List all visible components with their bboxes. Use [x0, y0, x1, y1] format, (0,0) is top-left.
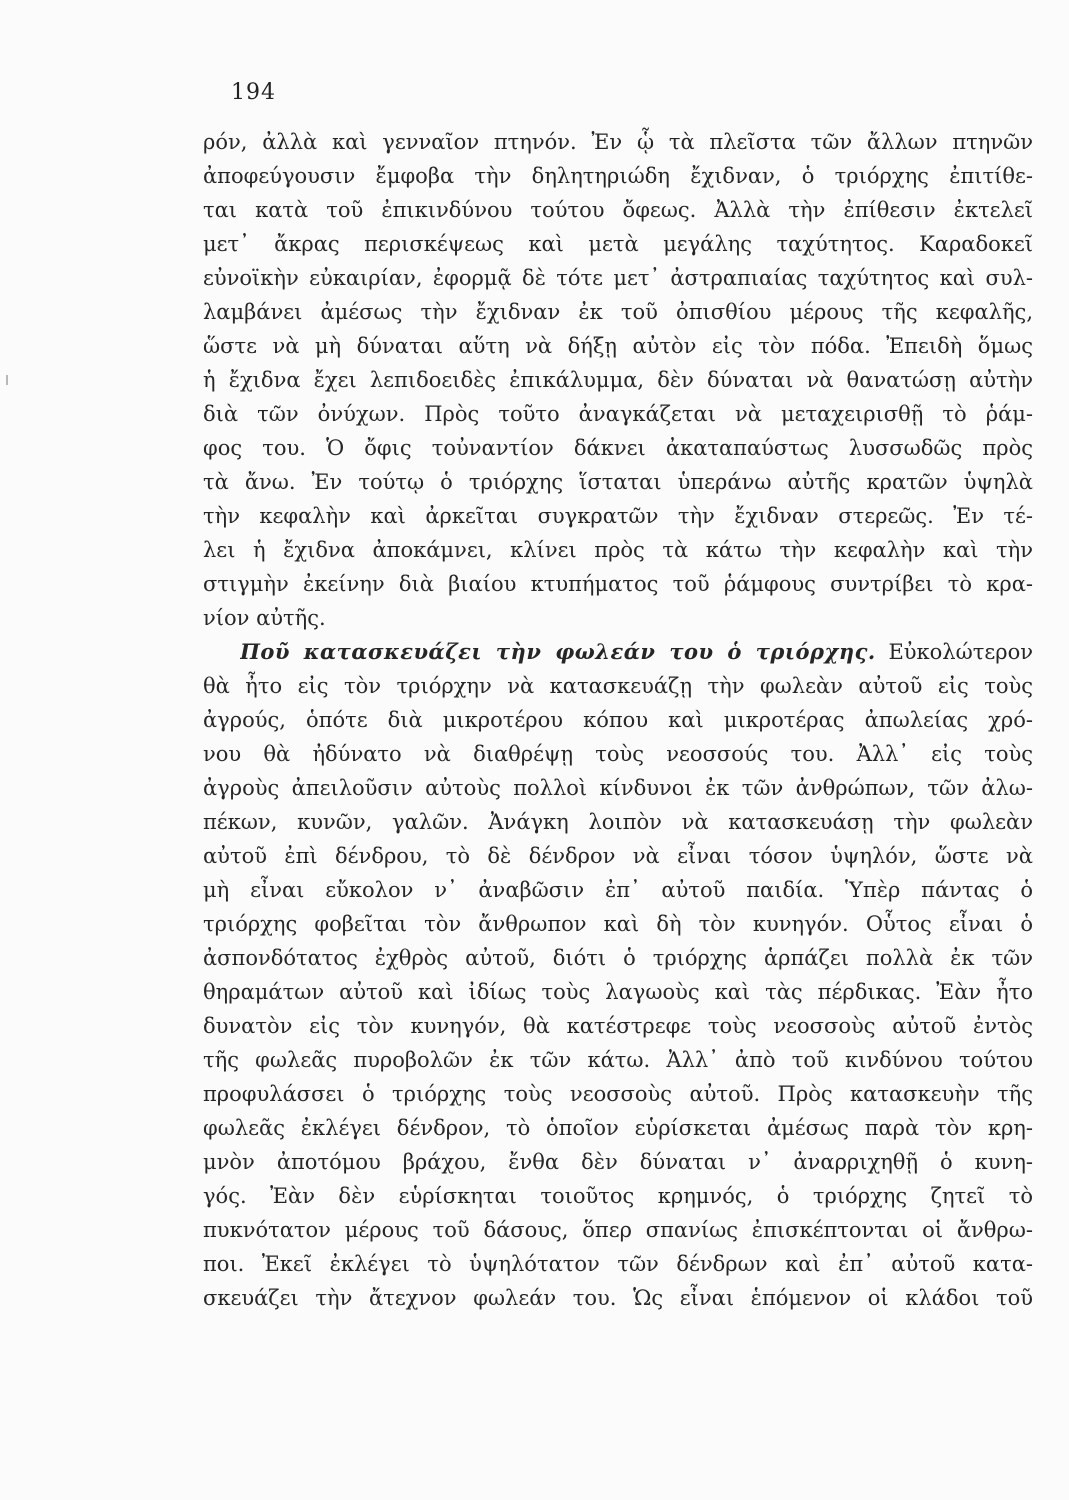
- text-line: διὰ τῶν ὀνύχων. Πρὸς τοῦτο ἀναγκάζεται νὰ μεταχειρισθῇ τὸ ῥάμ-: [203, 402, 1033, 426]
- text-line: τὴν κεφαλὴν καὶ ἀρκεῖται συγκρατῶν τὴν ἔχιδναν στερεῶς. Ἐν τέ-: [203, 504, 1033, 528]
- text-line: ἀγρούς, ὁπότε διὰ μικροτέρου κόπου καὶ μικροτέρας ἀπωλείας χρό-: [203, 708, 1033, 732]
- text-line: τῆς φωλεᾶς πυροβολῶν ἐκ τῶν κάτω. Ἀλλ᾽ ἀπὸ τοῦ κινδύνου τούτου: [203, 1048, 1033, 1072]
- text-line: ἀποφεύγουσιν ἔμφοβα τὴν δηλητηριώδη ἔχιδναν, ὁ τριόρχης ἐπιτίθε-: [203, 164, 1033, 188]
- text-line: εὐνοϊκὴν εὐκαιρίαν, ἐφορμᾷ δὲ τότε μετ᾽ ἀστραπιαίας ταχύτητος καὶ συλ-: [203, 266, 1033, 290]
- text-line: φωλεᾶς ἐκλέγει δένδρον, τὸ ὁποῖον εὑρίσκεται ἀμέσως παρὰ τὸν κρη-: [203, 1116, 1033, 1140]
- text-line: λαμβάνει ἀμέσως τὴν ἔχιδναν ἐκ τοῦ ὀπισθίου μέρους τῆς κεφαλῆς,: [203, 300, 1033, 324]
- text-line: ἀσπονδότατος ἐχθρὸς αὐτοῦ, διότι ὁ τριόρχης ἁρπάζει πολλὰ ἐκ τῶν: [203, 946, 1033, 970]
- text-line: νίον αὐτῆς.: [203, 606, 326, 630]
- text-line: δυνατὸν εἰς τὸν κυνηγόν, θὰ κατέστρεφε τοὺς νεοσσοὺς αὐτοῦ ἐντὸς: [203, 1014, 1033, 1038]
- text-line: ἡ ἔχιδνα ἔχει λεπιδοειδὲς ἐπικάλυμμα, δὲν δύναται νὰ θανατώσῃ αὐτὴν: [203, 368, 1033, 392]
- text-line: πυκνότατον μέρους τοῦ δάσους, ὅπερ σπανίως ἐπισκέπτονται οἱ ἄνθρω-: [203, 1218, 1033, 1242]
- text-line: αὐτοῦ ἐπὶ δένδρου, τὸ δὲ δένδρον νὰ εἶναι τόσον ὑψηλόν, ὥστε νὰ: [203, 844, 1033, 868]
- text-line: σκευάζει τὴν ἄτεχνον φωλεάν του. Ὡς εἶναι ἑπόμενον οἱ κλάδοι τοῦ: [203, 1286, 1033, 1310]
- text-line: θηραμάτων αὐτοῦ καὶ ἰδίως τοὺς λαγωοὺς καὶ τὰς πέρδικας. Ἐὰν ἦτο: [203, 980, 1033, 1004]
- scan-edge-mark: [6, 375, 8, 385]
- text-line: μὴ εἶναι εὔκολον ν᾽ ἀναβῶσιν ἐπ᾽ αὐτοῦ παιδία. Ὑπὲρ πάντας ὁ: [203, 878, 1033, 902]
- text-line: στιγμὴν ἐκείνην διὰ βιαίου κτυπήματος τοῦ ῥάμφους συντρίβει τὸ κρα-: [203, 572, 1033, 596]
- text-line: λει ἡ ἔχιδνα ἀποκάμνει, κλίνει πρὸς τὰ κάτω τὴν κεφαλὴν καὶ τὴν: [203, 538, 1033, 562]
- text-line: προφυλάσσει ὁ τριόρχης τοὺς νεοσσοὺς αὐτοῦ. Πρὸς κατασκευὴν τῆς: [203, 1082, 1033, 1106]
- text-line: ποι. Ἐκεῖ ἐκλέγει τὸ ὑψηλότατον τῶν δένδρων καὶ ἐπ᾽ αὐτοῦ κατα-: [203, 1252, 1033, 1276]
- text-line: μετ᾽ ἄκρας περισκέψεως καὶ μετὰ μεγάλης ταχύτητος. Καραδοκεῖ: [203, 232, 1033, 256]
- text-line: πέκων, κυνῶν, γαλῶν. Ἀνάγκη λοιπὸν νὰ κατασκευάσῃ τὴν φωλεὰν: [203, 810, 1033, 834]
- section-heading: Ποῦ κατασκευάζει τὴν φωλεάν του ὁ τριόρχης.: [240, 639, 876, 664]
- text-line: ὥστε νὰ μὴ δύναται αὕτη νὰ δήξῃ αὐτὸν εἰς τὸν πόδα. Ἐπειδὴ ὅμως: [203, 334, 1033, 358]
- text-line: τὰ ἄνω. Ἐν τούτῳ ὁ τριόρχης ἵσταται ὑπεράνω αὐτῆς κρατῶν ὑψηλὰ: [203, 470, 1033, 494]
- text-line: ρόν, ἀλλὰ καὶ γενναῖον πτηνόν. Ἐν ᾧ τὰ πλεῖστα τῶν ἄλλων πτηνῶν: [203, 130, 1033, 154]
- text-line: τριόρχης φοβεῖται τὸν ἄνθρωπον καὶ δὴ τὸν κυνηγόν. Οὗτος εἶναι ὁ: [203, 912, 1033, 936]
- text-line: γός. Ἐὰν δὲν εὑρίσκηται τοιοῦτος κρημνός, ὁ τριόρχης ζητεῖ τὸ: [203, 1184, 1033, 1208]
- page-number: 194: [231, 80, 276, 105]
- heading-line-text: Εὐκολώτερον: [888, 640, 1033, 664]
- text-line: θὰ ἦτο εἰς τὸν τριόρχην νὰ κατασκευάζῃ τὴν φωλεὰν αὐτοῦ εἰς τοὺς: [203, 674, 1033, 698]
- text-line: νου θὰ ἠδύνατο νὰ διαθρέψῃ τοὺς νεοσσούς του. Ἀλλ᾽ εἰς τοὺς: [203, 742, 1033, 766]
- section-heading-line: [240, 635, 1033, 669]
- text-line: φος του. Ὁ ὄφις τοὐναντίον δάκνει ἀκαταπαύστως λυσσωδῶς πρὸς: [203, 436, 1033, 460]
- text-line: ται κατὰ τοῦ ἐπικινδύνου τούτου ὄφεως. Ἀλλὰ τὴν ἐπίθεσιν ἐκτελεῖ: [203, 198, 1033, 222]
- text-line: ἀγροὺς ἀπειλοῦσιν αὐτοὺς πολλοὶ κίνδυνοι ἐκ τῶν ἀνθρώπων, τῶν ἀλω-: [203, 776, 1033, 800]
- text-line: μνὸν ἀποτόμου βράχου, ἔνθα δὲν δύναται ν᾽ ἀναρριχηθῇ ὁ κυνη-: [203, 1150, 1033, 1174]
